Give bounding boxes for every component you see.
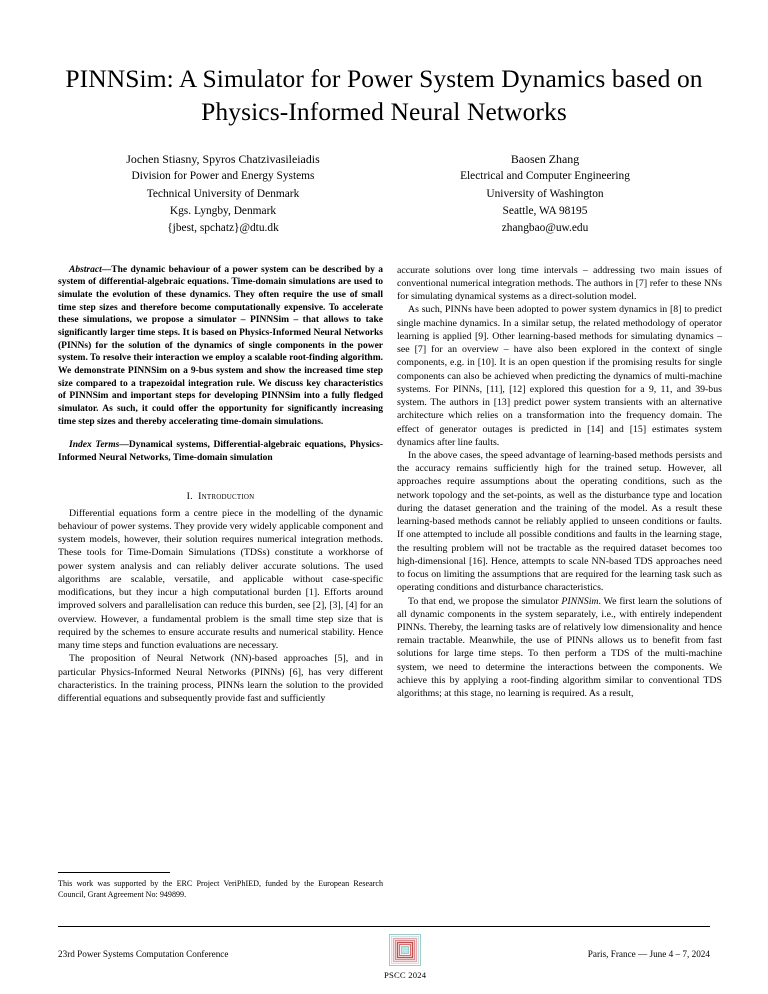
index-terms-text: Dynamical systems, Differential-algebraic equations, Physics-Informed Neural Networks, Time-domain simulation	[58, 440, 383, 464]
footer-logo-block	[384, 934, 426, 980]
author-location: Kgs. Lyngby, Denmark	[169, 205, 277, 218]
pscc-logo-icon	[389, 934, 421, 966]
paragraph-right-2: As such, PINNs have been adopted to power system dynamics in [8] to predict single machine dynamics. In a similar setup, the related methodology of operator learning is applied [9]. Other learning-based methods for simulating dynamics – see [7] for an overview – have also been explored in the context of single components, e.g. in [10]. It is an open question if the promising results for single components can also be achieved when predicting the dynamics of multi-machine systems. For PINNs, [11], [12] explored this question for a 9, 11, and 39-bus system. The authors in [13] predict power system transients with an alternative architecture which relies on a transformation into the frequency domain. The effect of generator outages is predicted in [14] and [15] estimates system dynamics after line faults.	[397, 304, 722, 448]
right-column	[397, 264, 722, 706]
footer-conference-name: 23rd Power Systems Computation Conference	[58, 949, 229, 959]
paragraph-left-1: Differential equations form a centre piece in the modelling of the dynamic behaviour of power systems. They provide very widely applicable component and system models, however, their solution requires numerical integration methods. These tools for Time-Domain Simulations (TDSs) constitute a workhorse of power system analysis and can reliably deliver accurate solutions. The used algorithms are scalable, versatile, and applicable without case-specific modifications, but they incur a high computational burden [1]. Efforts around improved solvers and parallelisation can reduce this burden, see [2], [3], [4] for an overview. However, a fundamental problem is the small time step size that is required by the schemes to ensure accurate results and numerical stability. Hence many time steps and function evaluations are necessary.	[58, 507, 383, 652]
paragraph-right-3: In the above cases, the speed advantage of learning-based methods persists and the accuracy remains sufficiently high for the trained setup. However, all approaches require assumptions about the operating conditions, such as the network topology and the set-points, as well as the disturbance type and location during the dataset generation and the training of the model. As a result these learning-based methods cannot be reliably applied to unseen conditions or faults. If one attempted to include all possible conditions and faults in the learning stage, the resulting problem will not be tractable as the required dataset becomes too high-dimensional [16]. Hence, attempts to scale NN-based TDS approaches need to focus on limiting the assumptions that are required for the learning task such as operating conditions and disturbance characteristics.	[397, 449, 722, 594]
section-title: Introduction	[198, 490, 255, 502]
simulator-name: PINNSim	[561, 595, 599, 607]
footer-logo-caption: PSCC 2024	[384, 970, 427, 980]
author-email: {jbest, spchatz}@dtu.dk	[167, 222, 279, 235]
title-block	[0, 0, 768, 128]
footer-location-date: Paris, France — June 4 – 7, 2024	[587, 949, 710, 959]
author-institution: Technical University of Denmark	[146, 187, 300, 200]
footer-rule	[58, 926, 710, 927]
page-title: PINNSim: A Simulator for Power System Dynamics based on Physics-Informed Neural Networks	[65, 64, 703, 127]
index-terms-label: Index Terms	[69, 440, 120, 451]
section-number: I.	[186, 490, 193, 502]
author-block-1	[62, 150, 384, 237]
paragraph-left-2: The proposition of Neural Network (NN)-based approaches [5], and in particular Physics-Informed Neural Networks (PINNs) [6], has very different characteristics. In the training process, PINNs learn the solution to the provided differential equations and subsequently provide fast and sufficiently	[58, 653, 383, 705]
abstract-label: Abstract	[69, 264, 102, 275]
index-terms	[58, 439, 383, 464]
paragraph-right-1: accurate solutions over long time intervals – addressing two main issues of conventional numerical integration methods. The authors in [7] refer to these NNs for simulating dynamical systems as a direct-solution model.	[397, 264, 722, 303]
author-block-2	[384, 150, 706, 237]
author-names: Baosen Zhang	[510, 152, 580, 167]
body-columns	[58, 264, 722, 706]
author-department: Electrical and Computer Engineering	[460, 170, 630, 183]
footnote-block	[58, 872, 383, 901]
section-heading-introduction	[58, 491, 383, 502]
left-column	[58, 264, 383, 706]
author-names: Jochen Stiasny, Spyros Chatzivasileiadis	[126, 152, 320, 167]
footnote-text: This work was supported by the ERC Project VeriPhIED, funded by the European Research Council, Grant Agreement No: 949899.	[58, 879, 383, 899]
index-terms-dash: —	[119, 440, 129, 451]
page-footer	[58, 934, 710, 980]
author-institution: University of Washington	[486, 187, 604, 200]
author-department: Division for Power and Energy Systems	[131, 170, 315, 183]
paragraph-right-4-part-a: To that end, we propose the simulator	[408, 595, 562, 607]
abstract-dash: —	[101, 264, 112, 275]
abstract	[58, 264, 383, 429]
author-email: zhangbao@uw.edu	[501, 222, 589, 235]
footnote-rule	[58, 872, 170, 873]
abstract-text: The dynamic behaviour of a power system can be described by a system of differential-algebraic equations. Time-domain simulations are used to simulate the evolution of these dynamics. They often require the use of small time step sizes and therefore become computationally expensive. To accelerate these simulations, we propose a simulator – PINNSim – that allows to take significantly larger time steps. It is based on Physics-Informed Neural Networks (PINNs) for the solution of the dynamics of single components in the power system. To resolve their interaction we employ a scalable root-finding algorithm. We demonstrate PINNSim on a 9-bus system and show the increased time step size compared to a trapezoidal integration rule. We discuss key characteristics of PINNSim and important steps for developing PINNSim into a fully fledged simulator. As such, it could offer the opportunity for significantly increasing time step sizes and thereby accelerating time-domain simulations.	[58, 264, 383, 427]
paragraph-right-4-part-b: . We first learn the solutions of all dynamic components in the system separately, i.e., with entirely independent PINNs. Thereby, the learning tasks are of relatively low dimensionality and hence remain tractable. Meanwhile, the use of PINNs allows us to benefit from fast solutions for large time steps. To then perform a TDS of the multi-machine system, we need to determine the interactions between the components. We achieve this by applying a root-finding algorithm similar to conventional TDS algorithms; at this stage, no learning is required. As a result,	[397, 595, 722, 700]
author-location: Seattle, WA 98195	[502, 205, 588, 218]
paragraph-right-4	[397, 595, 722, 701]
author-list	[62, 150, 706, 237]
